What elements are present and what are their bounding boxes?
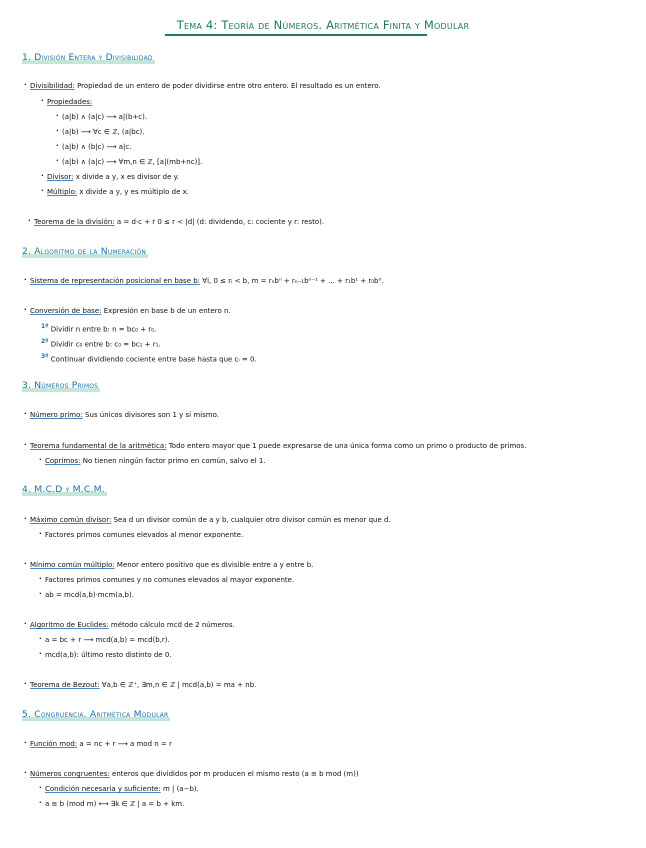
mod-line (30, 740, 172, 749)
divisor-line (47, 173, 179, 182)
property-2: · (a|b) ⟶ ∀c ∈ ℤ, (a|bc). (62, 128, 145, 137)
euclides-def: método cálculo mcd de 2 números. (110, 621, 235, 629)
primo-term: Número primo: (30, 411, 83, 419)
equivalencia-line: · a ≡ b (mod m) ⟷ ∃k ∈ ℤ | a = b + km. (45, 800, 184, 809)
divisor-term: Divisor: (47, 173, 74, 181)
mcd-sub: · Factores primos comunes elevados al menor exponente. (45, 531, 243, 540)
property-1: · (a|b) ∧ (a|c) ⟶ a|(b+c). (62, 113, 147, 122)
mcm-term: Mínimo común múltiplo: (30, 561, 115, 569)
teorema-division-def: a = d·c + r 0 ≤ r < |d| (d: dividendo, c: cociente y r: resto). (116, 218, 325, 226)
conversion-step-2: 2º Dividir c₀ entre b: c₀ = bc₁ + r₁. (41, 338, 161, 349)
propiedades-label: · Propiedades: (47, 98, 92, 107)
property-3: · (a|b) ∧ (b|c) ⟶ a|c. (62, 143, 131, 152)
condicion-line (45, 785, 199, 794)
mcm-line (30, 561, 313, 570)
bezout-def: ∀a,b ∈ ℤ⁺, ∃m,n ∈ ℤ | mcd(a,b) = ma + nb. (101, 681, 257, 689)
tfa-term: Teorema fundamental de la aritmética: (30, 442, 167, 450)
euclides-term: Algoritmo de Euclides: (30, 621, 109, 629)
section-2-heading: 2. Algoritmo de la Numeración (22, 246, 147, 257)
conversion-term: Conversión de base: (30, 307, 102, 315)
section-3-heading: 3. Números Primos (22, 380, 99, 391)
euclides-sub-2: · mcd(a,b): último resto distinto de 0. (45, 651, 172, 660)
bezout-line (30, 681, 256, 690)
section-5-heading: 5. Congruencia. Aritmética Modular (22, 709, 169, 720)
multiplo-line (47, 188, 189, 197)
sistema-def: ∀i, 0 ≤ rᵢ < b, m = rₙbⁿ + rₙ₋₁bⁿ⁻¹ + ... + r₁b¹ + r₀b⁰. (202, 277, 384, 285)
sistema-line (30, 277, 384, 286)
mod-term: Función mod: (30, 740, 78, 748)
conversion-step-1: 1º Dividir n entre b: n = bc₀ + r₀. (41, 323, 157, 334)
mcd-def: Sea d un divisor común de a y b, cualquier otro divisor común es menor que d. (113, 516, 391, 524)
coprimos-term: Coprimos: (45, 457, 81, 465)
property-4: · (a|b) ∧ (a|c) ⟶ ∀m,n ∈ ℤ, [a|(mb+nc)]. (62, 158, 202, 167)
condicion-term: Condición necesaria y suficiente: (45, 785, 161, 793)
conversion-def: Expresión en base b de un entero n. (103, 307, 231, 315)
primo-line (30, 411, 219, 420)
condicion-def: m | (a−b). (162, 785, 199, 793)
mcm-sub-2: · ab = mcd(a,b)·mcm(a,b). (45, 591, 134, 600)
euclides-sub-1: · a = bc + r ⟶ mcd(a,b) = mcd(b,r). (45, 636, 170, 645)
section-1-heading: 1. División Entera y Divisibilidad (22, 52, 153, 63)
coprimos-def: No tienen ningún factor primo en común, salvo el 1. (82, 457, 266, 465)
multiplo-term: Múltiplo: (47, 188, 78, 196)
tfa-line (30, 442, 526, 451)
coprimos-line (45, 457, 266, 466)
sistema-term: Sistema de representación posicional en base b: (30, 277, 201, 285)
mcd-term: Máximo común divisor: (30, 516, 112, 524)
divisibilidad-def: Propiedad de un entero de poder dividirse entre otro entero. El resultado es un entero. (77, 82, 381, 90)
euclides-line (30, 621, 235, 630)
page-title: Tema 4: Teoría de Números. Aritmética Finita y Modular (176, 18, 470, 32)
conversion-line (30, 307, 231, 316)
congruentes-def: enteros que divididos por m producen el mismo resto (a ≡ b mod (m)) (112, 770, 359, 778)
mcm-sub-1: · Factores primos comunes y no comunes elevados al mayor exponente. (45, 576, 294, 585)
mcm-def: Menor entero positivo que es divisible entre a y entre b. (116, 561, 314, 569)
tfa-def: Todo entero mayor que 1 puede expresarse de una única forma como un primo o producto de primos. (168, 442, 527, 450)
divisibilidad-line (30, 82, 381, 91)
primo-def: Sus únicos divisores son 1 y sí mismo. (85, 411, 219, 419)
section-4-heading: 4. M.C.D y M.C.M. (22, 484, 105, 495)
multiplo-def: x divide a y, y es múltiplo de x. (79, 188, 189, 196)
teorema-division-term: Teorema de la división: (34, 218, 115, 226)
mod-def: a = nc + r ⟶ a mod n = r (79, 740, 172, 748)
bezout-term: Teorema de Bezout: (30, 681, 100, 689)
title-underline (165, 34, 427, 36)
divisor-def: x divide a y, x es divisor de y. (75, 173, 180, 181)
divisibilidad-term: Divisibilidad: (30, 82, 75, 90)
teorema-division-line (34, 218, 324, 227)
mcd-line (30, 516, 391, 525)
congruentes-line (30, 770, 359, 779)
congruentes-term: Números congruentes: (30, 770, 110, 778)
conversion-step-3: 3º Continuar dividiendo cociente entre base hasta que cᵢ = 0. (41, 353, 257, 364)
